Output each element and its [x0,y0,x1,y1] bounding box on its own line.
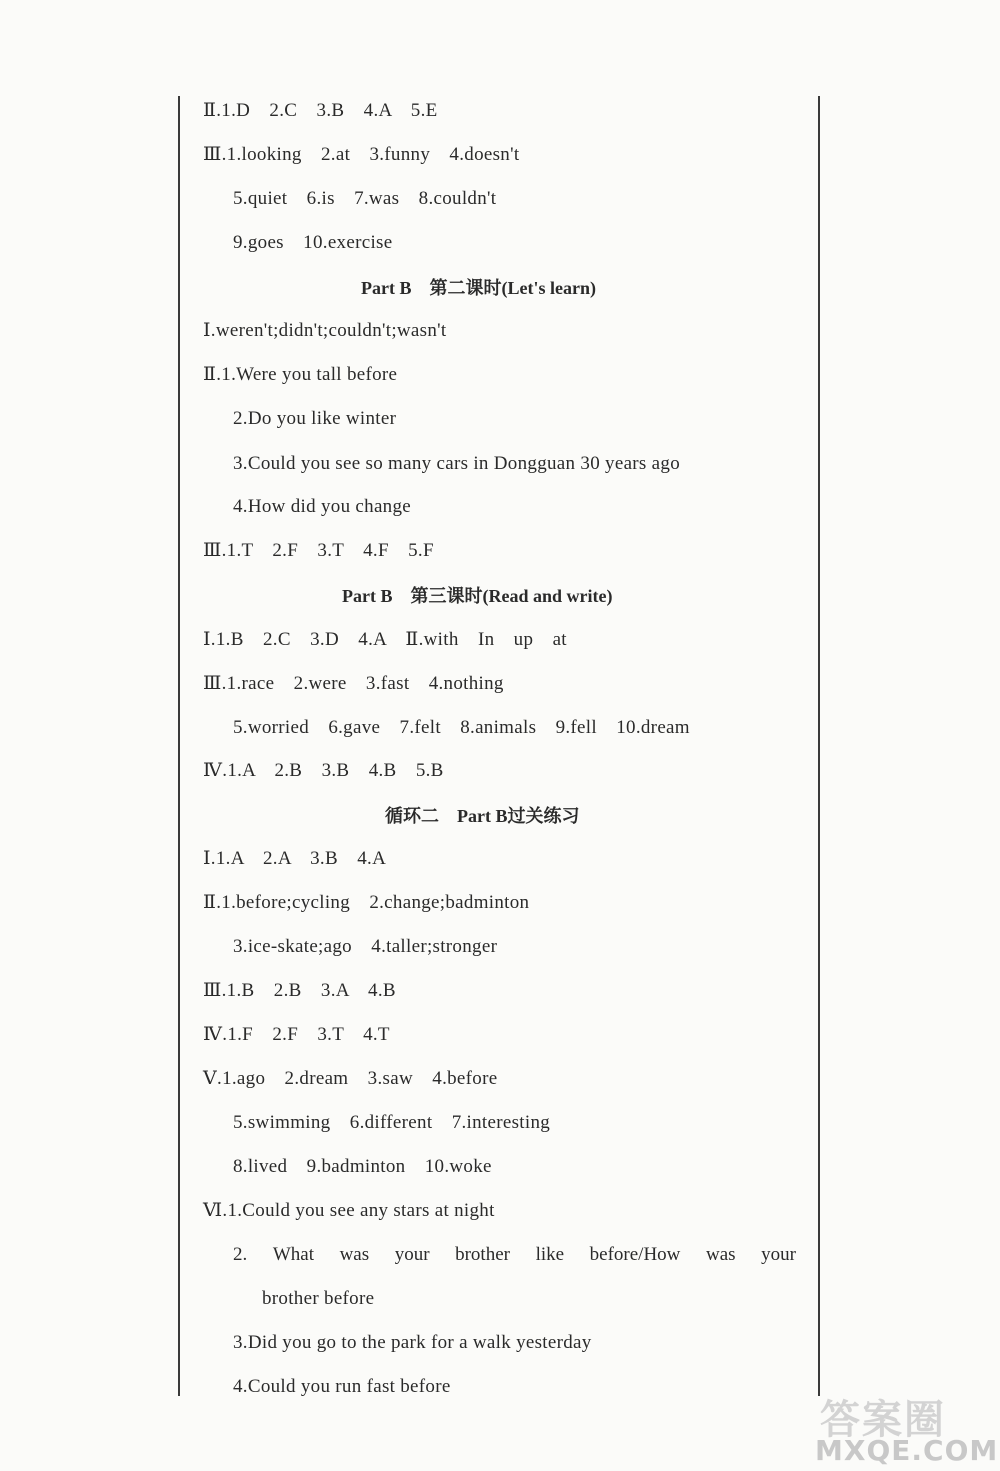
answer-line: brother before [262,1288,375,1309]
answer-line: 5.worried 6.gave 7.felt 8.animals 9.fell 10.dream [233,717,690,738]
section-heading: 循环二 Part B过关练习 [385,806,580,826]
watermark-logo-text: 答案圈 [820,1397,946,1443]
answer-word: was [705,1244,736,1265]
right-rule [818,96,820,1396]
answer-line-justified [233,1243,796,1267]
answer-line: Ⅰ.1.B 2.C 3.D 4.A Ⅱ.with In up at [203,629,567,650]
answer-line: 5.swimming 6.different 7.interesting [233,1112,551,1133]
answer-word: before/How [589,1244,681,1265]
answer-line: 4.Could you run fast before [233,1376,451,1397]
answer-word: your [394,1244,430,1265]
answer-line: Ⅲ.1.T 2.F 3.T 4.F 5.F [203,540,434,561]
answer-word: What [272,1244,314,1265]
answer-line: Ⅱ.1.Were you tall before [203,364,398,385]
answer-line: 4.How did you change [233,496,412,517]
section-heading: Part B 第二课时(Let's learn) [361,278,596,298]
answer-line: 9.goes 10.exercise [233,232,393,253]
answer-line: Ⅲ.1.B 2.B 3.A 4.B [203,980,396,1001]
answer-word: your [761,1244,796,1265]
answer-word: brother [455,1244,510,1265]
answer-line: Ⅰ.weren't;didn't;couldn't;wasn't [203,320,447,341]
answer-word: like [535,1244,565,1265]
site-watermark [815,1388,999,1468]
answer-line: Ⅱ.1.D 2.C 3.B 4.A 5.E [203,100,438,121]
answer-line: Ⅱ.1.before;cycling 2.change;badminton [203,892,530,913]
answer-line: 5.quiet 6.is 7.was 8.couldn't [233,188,497,209]
answer-line: 3.Could you see so many cars in Dongguan 30 years ago [233,453,681,474]
answer-line: 3.Did you go to the park for a walk yesterday [233,1332,592,1353]
answer-line: Ⅳ.1.A 2.B 3.B 4.B 5.B [203,760,444,781]
left-rule [178,96,180,1396]
answer-line: Ⅲ.1.race 2.were 3.fast 4.nothing [203,673,504,694]
section-heading: Part B 第三课时(Read and write) [342,586,613,606]
answer-line: 3.ice-skate;ago 4.taller;stronger [233,936,498,957]
answer-line: Ⅰ.1.A 2.A 3.B 4.A [203,848,387,869]
answer-line: Ⅴ.1.ago 2.dream 3.saw 4.before [203,1068,498,1089]
answer-line: Ⅳ.1.F 2.F 3.T 4.T [203,1024,390,1045]
watermark-url: MXQE.COM [815,1434,999,1467]
answer-line: Ⅲ.1.looking 2.at 3.funny 4.doesn't [203,144,520,165]
answer-line: Ⅵ.1.Could you see any stars at night [203,1200,495,1221]
answer-line: 2.Do you like winter [233,408,397,429]
answer-word: 2. [233,1244,248,1265]
answer-line: 8.lived 9.badminton 10.woke [233,1156,492,1177]
answer-word: was [339,1244,370,1265]
